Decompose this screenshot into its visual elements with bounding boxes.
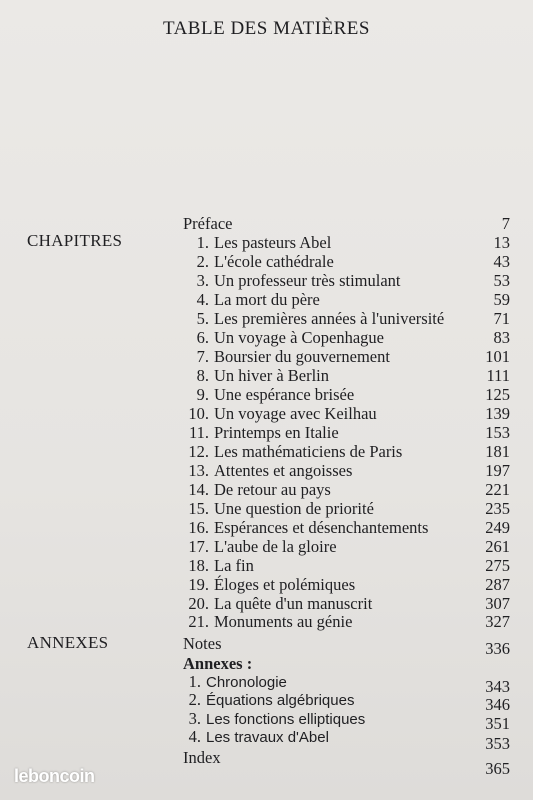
toc-entry-chapter	[183, 328, 510, 347]
toc-entry-chapter	[183, 499, 510, 518]
toc-entry-number: 14.	[188, 480, 209, 499]
toc-entry-label: Les premières années à l'université	[214, 309, 445, 328]
toc-entry-label: Une espérance brisée	[214, 385, 355, 404]
toc-entry-label: Équations algébriques	[206, 692, 355, 709]
toc-entry-label: Un hiver à Berlin	[214, 366, 330, 385]
toc-entry-label: De retour au pays	[214, 480, 331, 499]
toc-entry-chapter	[183, 556, 510, 575]
toc-entry-chapter	[183, 537, 510, 556]
toc-entry-page: 13	[493, 233, 510, 252]
toc-entry-chapter	[183, 442, 510, 461]
toc-entry-page: 83	[493, 328, 510, 347]
toc-entry-page: 71	[493, 309, 510, 328]
toc-entry-page: 43	[493, 252, 510, 271]
toc-entry-label: La fin	[214, 556, 254, 575]
toc-entry-number: 15.	[188, 499, 209, 518]
toc-entry-chapter	[183, 309, 510, 328]
toc-entry-number: 13.	[188, 461, 209, 480]
toc-entry-chapter	[183, 385, 510, 404]
toc-entry-chapter	[183, 480, 510, 499]
toc-entry-label: Espérances et désenchantements	[214, 518, 429, 537]
toc-entry-chapter	[183, 612, 510, 631]
toc-entry-page: 336	[485, 639, 510, 658]
toc-entry-page: 235	[485, 499, 510, 518]
toc-entry-number: 4.	[196, 290, 209, 309]
toc-entry-chapter	[183, 366, 510, 385]
toc-entry-number: 1.	[196, 233, 209, 252]
toc-entry-label: Les travaux d'Abel	[206, 729, 329, 746]
toc-entry-annex	[183, 672, 510, 696]
toc-entry-page: 101	[485, 347, 510, 366]
toc-entry-number: 16.	[188, 518, 209, 537]
toc-entry-number: 12.	[188, 442, 209, 461]
toc-entry-page: 343	[485, 677, 510, 696]
toc-entry-number: 18.	[188, 556, 209, 575]
toc-entry-label: Les fonctions elliptiques	[206, 711, 366, 728]
section-chapitres: CHAPITRES	[27, 231, 123, 250]
toc-entry-page: 59	[493, 290, 510, 309]
toc-entry-page: 353	[485, 734, 510, 753]
toc-entry-label: Un voyage avec Keilhau	[214, 404, 377, 423]
toc-entry-annexes-heading	[183, 654, 510, 673]
toc-entry-chapter	[183, 423, 510, 442]
toc-entry-page: 125	[485, 385, 510, 404]
toc-entry-chapter	[183, 290, 510, 309]
toc-entry-label: Notes	[183, 634, 222, 653]
toc-entry-label: Chronologie	[206, 674, 287, 691]
toc-entry-page: 327	[485, 612, 510, 631]
toc-entry-page: 221	[485, 480, 510, 499]
toc-entry-label: Attentes et angoisses	[214, 461, 353, 480]
toc-entry-page: 275	[485, 556, 510, 575]
toc-entry-number: 5.	[196, 309, 209, 328]
toc-entry-chapter	[183, 252, 510, 271]
toc-entry-page: 53	[493, 271, 510, 290]
toc-entry-label: Une question de priorité	[214, 499, 374, 518]
toc-entry-number: 11.	[188, 423, 209, 442]
toc-entry-number: 21.	[188, 612, 209, 631]
toc-entry-label: Préface	[183, 214, 233, 233]
toc-entry-number: 3.	[188, 709, 201, 728]
toc-entry-page: 181	[485, 442, 510, 461]
toc-entry-number: 1.	[188, 672, 201, 691]
toc-entry-chapter	[183, 233, 510, 252]
toc-entry-label: Les mathématiciens de Paris	[214, 442, 403, 461]
toc-entry-number: 8.	[196, 366, 209, 385]
toc-entry-label: L'aube de la gloire	[214, 537, 337, 556]
toc-entry-page: 153	[485, 423, 510, 442]
toc-entry-chapter	[183, 271, 510, 290]
toc-entry-chapter	[183, 594, 510, 613]
toc-entry-page: 7	[501, 214, 510, 233]
toc-entry-page: 111	[486, 366, 510, 385]
toc-entry-annex	[183, 690, 510, 714]
toc-entry-number: 17.	[188, 537, 209, 556]
toc-entry-chapter	[183, 461, 510, 480]
toc-entry-page: 261	[485, 537, 510, 556]
toc-entry-page: 351	[485, 714, 510, 733]
toc-entry-number: 20.	[188, 594, 209, 613]
toc-entry-label: La mort du père	[214, 290, 320, 309]
toc-entry-page: 307	[485, 594, 510, 613]
toc-entry-number: 2.	[196, 252, 209, 271]
toc-entry-label: Un voyage à Copenhague	[214, 328, 384, 347]
toc-entry-number: 6.	[196, 328, 209, 347]
toc-entry-label: L'école cathédrale	[214, 252, 334, 271]
toc-entry-number: 2.	[188, 690, 201, 709]
toc-entry-annex	[183, 727, 510, 753]
toc-entry-page: 249	[485, 518, 510, 537]
toc-entry-number: 9.	[196, 385, 209, 404]
toc-entry-label: Index	[183, 748, 221, 767]
toc-entry-annex	[183, 709, 510, 733]
toc-entry-notes	[183, 634, 510, 658]
toc-entry-label: Un professeur très stimulant	[214, 271, 401, 290]
toc-entry-page: 139	[485, 404, 510, 423]
toc-entry-label: Monuments au génie	[214, 612, 353, 631]
toc-entry-page: 287	[485, 575, 510, 594]
toc-entry-number: 19.	[188, 575, 209, 594]
toc-entry-label: Les pasteurs Abel	[214, 233, 332, 252]
toc-entry-number: 3.	[196, 271, 209, 290]
toc-entry-preface	[183, 214, 510, 233]
toc-entry-page: 346	[485, 695, 510, 714]
toc-entry-label: Annexes :	[183, 654, 253, 673]
toc-entry-label: Boursier du gouvernement	[214, 347, 390, 366]
toc-entry-number: 7.	[196, 347, 209, 366]
toc-entry-chapter	[183, 404, 510, 423]
toc-entry-index	[183, 748, 510, 778]
section-annexes: ANNEXES	[27, 633, 109, 652]
page-title: TABLE DES MATIÈRES	[163, 18, 370, 39]
toc-entry-page: 197	[485, 461, 510, 480]
toc-entry-chapter	[183, 575, 510, 594]
toc-entry-page: 365	[485, 759, 510, 778]
toc-entry-label: La quête d'un manuscrit	[214, 594, 373, 613]
toc-entry-label: Printemps en Italie	[214, 423, 339, 442]
toc-entry-chapter	[183, 518, 510, 537]
toc-entry-label: Éloges et polémiques	[214, 575, 356, 594]
toc-entry-chapter	[183, 347, 510, 366]
toc-entry-number: 4.	[188, 727, 201, 746]
toc-entry-number: 10.	[188, 404, 209, 423]
leboncoin-watermark: leboncoin	[14, 766, 95, 786]
